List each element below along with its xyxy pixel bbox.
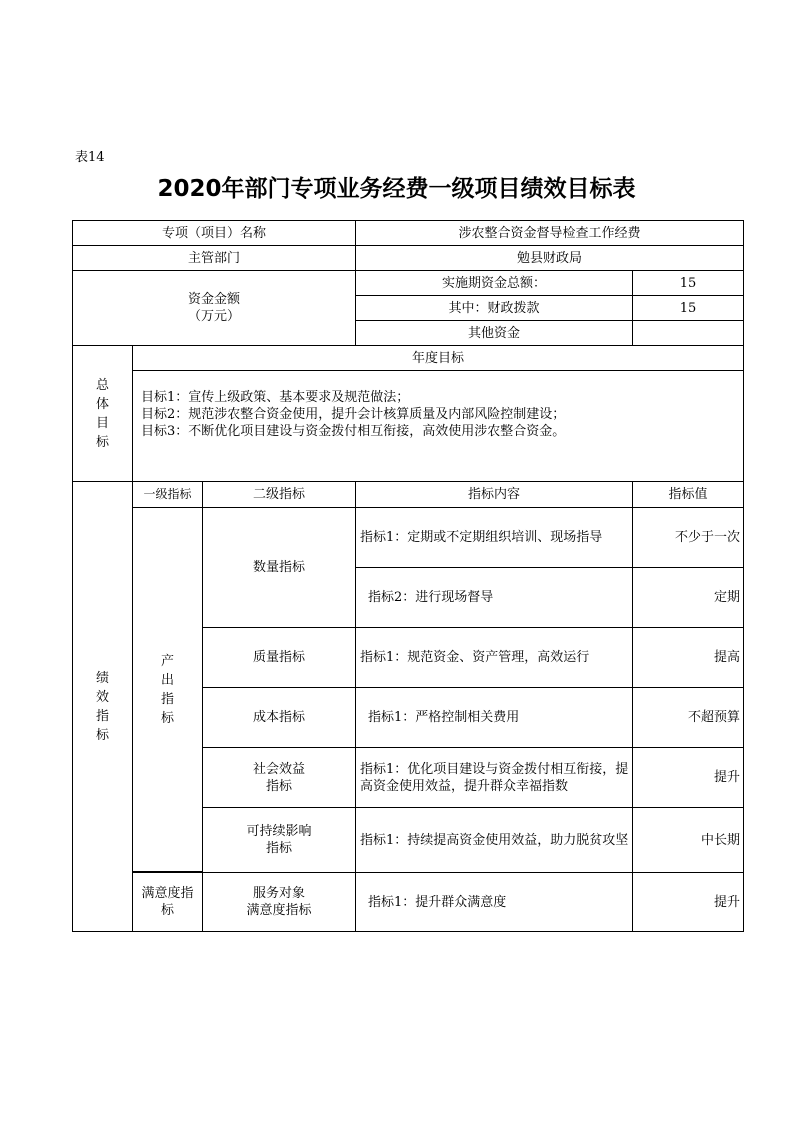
quality-indicator-label: 质量指标 (202, 627, 356, 688)
performance-label-text: 绩效指标 (96, 670, 110, 743)
header-content: 指标内容 (355, 481, 633, 508)
cost-indicator-label: 成本指标 (202, 687, 356, 748)
satisfaction-indicator-label-text: 满意度指标 (141, 886, 194, 918)
indicator-content-text: 指标1：定期或不定期组织培训、现场指导 (360, 530, 603, 545)
table-number: 表14 (75, 150, 105, 165)
indicator-value: 不超预算 (632, 687, 744, 748)
indicator-content-text: 指标1：优化项目建设与资金拨付相互衔接，提高资金使用效益，提升群众幸福指数 (360, 761, 629, 794)
indicator-content-text: 指标1：提升群众满意度 (368, 894, 507, 910)
annual-goal-label: 年度目标 (132, 345, 744, 371)
funds-other-value (632, 320, 744, 346)
indicator-value: 提高 (632, 627, 744, 688)
goal-3: 目标3：不断优化项目建设与资金拨付相互衔接，高效使用涉农整合资金。 (141, 424, 566, 439)
header-value: 指标值 (632, 481, 744, 508)
overall-goal-label-text: 总体目标 (96, 377, 110, 450)
indicator-content (355, 627, 633, 688)
page-title: 2020年部门专项业务经费一级项目绩效目标表 (157, 176, 636, 202)
indicator-content-text: 指标2：进行现场督导 (368, 590, 494, 605)
department-label: 主管部门 (72, 245, 356, 271)
funds-other-label: 其他资金 (355, 320, 633, 346)
service-satisfaction-label-line1: 服务对象 (252, 886, 305, 901)
indicator-value: 定期 (632, 567, 744, 628)
goal-1: 目标1：宣传上级政策、基本要求及规范做法； (141, 390, 410, 405)
funds-total-value: 15 (632, 270, 744, 296)
sustainability-label-line1: 可持续影响 (246, 824, 312, 839)
service-satisfaction-label (202, 872, 356, 932)
indicator-content (355, 507, 633, 568)
funds-label-line1: 资金金额 (187, 292, 240, 307)
indicator-content (355, 567, 633, 628)
sustainability-label-line2: 指标 (265, 841, 292, 856)
quantity-indicator-label: 数量指标 (202, 507, 356, 628)
social-benefit-label-line1: 社会效益 (252, 761, 305, 777)
funds-total-label: 实施期资金总额： (355, 270, 633, 296)
social-benefit-label (202, 747, 356, 808)
sustainability-label (202, 807, 356, 873)
funds-fiscal-label: 其中：财政拨款 (355, 295, 633, 321)
indicator-content (355, 872, 633, 932)
funds-label-line2: （万元） (187, 309, 240, 324)
funds-label (72, 270, 356, 346)
annual-goal-content (132, 370, 744, 482)
project-name-label: 专项（项目）名称 (72, 220, 356, 246)
indicator-value: 中长期 (632, 807, 744, 873)
project-name-value: 涉农整合资金督导检查工作经费 (355, 220, 744, 246)
indicator-content (355, 807, 633, 873)
header-level2: 二级指标 (202, 481, 356, 508)
performance-label (72, 481, 133, 932)
output-indicator-label (132, 507, 203, 872)
indicator-content-text: 指标1：规范资金、资产管理，高效运行 (360, 650, 590, 665)
indicator-content (355, 687, 633, 748)
service-satisfaction-label-line2: 满意度指标 (246, 903, 312, 918)
satisfaction-indicator-label (132, 872, 203, 932)
social-benefit-label-line2: 指标 (265, 778, 292, 794)
indicator-content-text: 指标1：严格控制相关费用 (368, 710, 520, 725)
overall-goal-label (72, 345, 133, 482)
department-value: 勉县财政局 (355, 245, 744, 271)
indicator-content-text: 指标1：持续提高资金使用效益，助力脱贫攻坚 (360, 832, 629, 848)
indicator-content (355, 747, 633, 808)
indicator-value: 提升 (632, 747, 744, 808)
indicator-value: 不少于一次 (632, 507, 744, 568)
goal-2: 目标2：规范涉农整合资金使用，提升会计核算质量及内部风险控制建设； (141, 407, 566, 422)
funds-fiscal-value: 15 (632, 295, 744, 321)
indicator-value: 提升 (632, 872, 744, 932)
header-level1: 一级指标 (132, 481, 203, 508)
output-indicator-label-text: 产出指标 (161, 653, 175, 726)
